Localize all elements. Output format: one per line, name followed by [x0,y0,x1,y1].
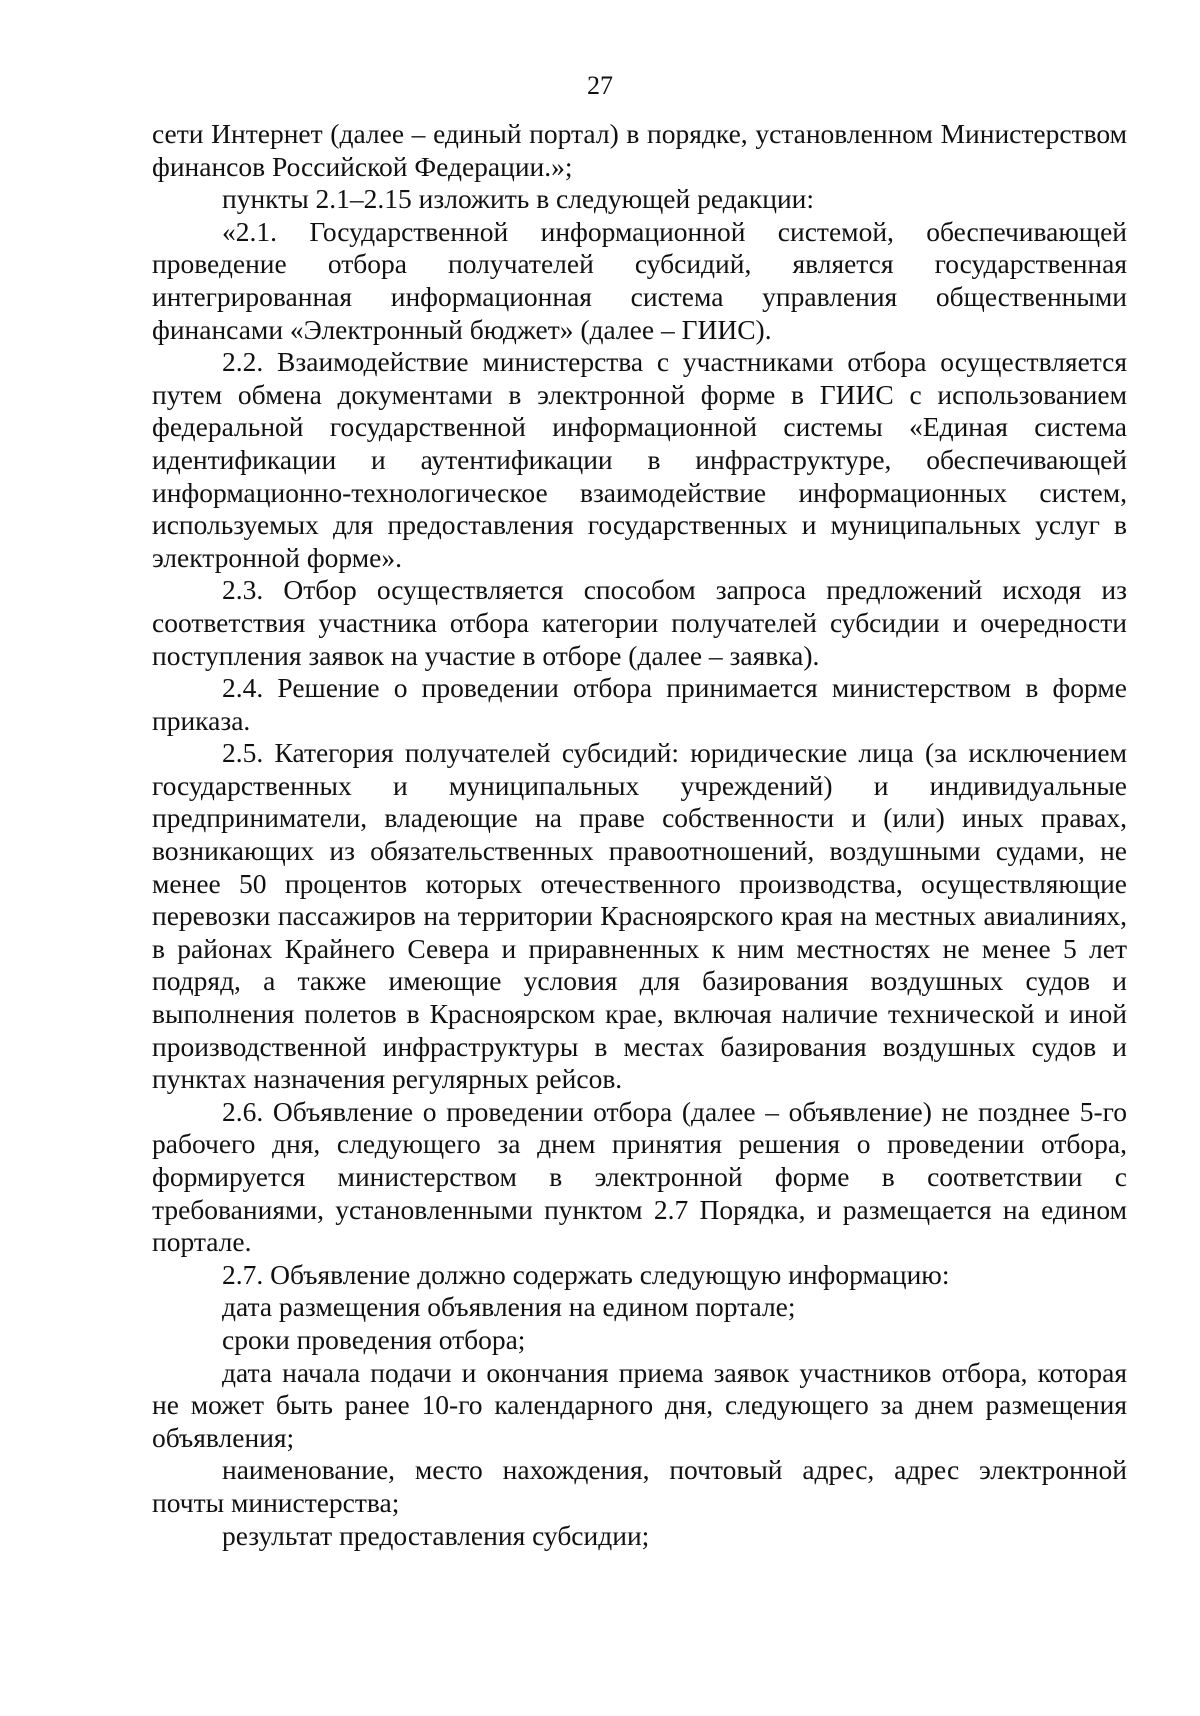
paragraph-2-7: 2.7. Объявление должно содержать следующую информацию: [222,1258,950,1290]
list-item-placement-date: дата размещения объявления на едином портале; [222,1291,796,1323]
paragraph-2-1: «2.1. Государственной информационной системой, обеспечивающей проведение отбора получателей субсидий, является государственная интегрированная информационная система управления общественными финансами «Электронный бюджет» (далее – ГИИС). [152,215,1127,345]
paragraph-2-6: 2.6. Объявление о проведении отбора (далее – объявление) не позднее 5-го рабочего дня, следующего за днем принятия решения о проведении отбора, формируется министерством в электронной форме в соответствии с требованиями, установленными пунктом 2.7 Порядка, и размещается на едином портале. [152,1095,1127,1258]
list-item-subsidy-result: результат предоставления субсидии; [222,1519,650,1551]
list-item-selection-period: сроки проведения отбора; [222,1323,526,1355]
paragraph-amendment-intro: пункты 2.1–2.15 изложить в следующей редакции: [222,183,815,215]
paragraph-2-5: 2.5. Категория получателей субсидий: юридические лица (за исключением государственных и муниципальных учреждений) и индивидуальные предприниматели, владеющие на праве собственности и (или) иных правах, возникающих из обязательственных правоотношений, воздушными судами, не менее 50 процентов которых отечественного производства, осуществляющие перевозки пассажиров на территории Красноярского края на местных авиалиниях, в районах Крайнего Севера и приравненных к ним местностях не менее 5 лет подряд, а также имеющие условия для базирования воздушных судов и выполнения полетов в Красноярском крае, включая наличие технической и иной производственной инфраструктуры в местах базирования воздушных судов и пунктах назначения регулярных рейсов. [152,737,1127,1095]
list-item-application-dates: дата начала подачи и окончания приема заявок участников отбора, которая не может быть ранее 10-го календарного дня, следующего за днем размещения объявления; [152,1356,1127,1453]
paragraph-2-3: 2.3. Отбор осуществляется способом запроса предложений исходя из соответствия участника отбора категории получателей субсидии и очередности поступления заявок на участие в отборе (далее – заявка). [152,574,1127,671]
paragraph-2-4: 2.4. Решение о проведении отбора принимается министерством в форме приказа. [152,672,1127,736]
document-body [152,118,1127,1552]
paragraph-2-2: 2.2. Взаимодействие министерства с участниками отбора осуществляется путем обмена документами в электронной форме в ГИИС с использованием федеральной государственной информационной системы «Единая система идентификации и аутентификации в инфраструктуре, обеспечивающей информационно-технологическое взаимодействие информационных систем, используемых для предоставления государственных и муниципальных услуг в электронной форме». [152,346,1127,573]
paragraph-continuation: сети Интернет (далее – единый портал) в порядке, установленном Министерством финансов Российской Федерации.»; [152,118,1127,182]
list-item-ministry-contacts: наименование, место нахождения, почтовый адрес, адрес электронной почты министерства; [152,1454,1127,1518]
page-number: 27 [587,71,613,100]
